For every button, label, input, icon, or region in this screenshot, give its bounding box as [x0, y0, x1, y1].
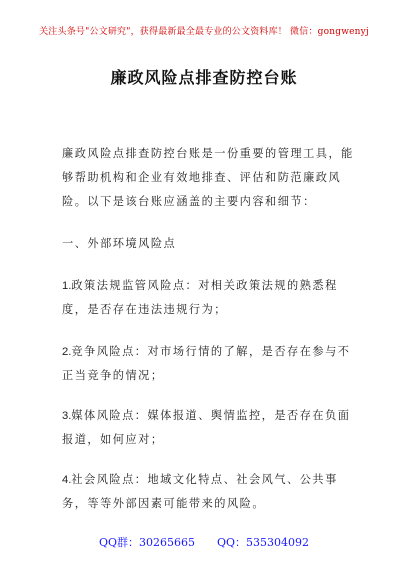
- item-number: 4.: [62, 474, 72, 486]
- qq-group-number: QQ群：30265665: [98, 536, 195, 549]
- header-note: 关注头条号"公文研究"，获得最新最全最专业的公文资料库！ 微信：gongwenyj: [39, 27, 369, 37]
- list-item: [62, 340, 354, 388]
- list-item: [62, 274, 354, 322]
- list-item: [62, 404, 354, 452]
- item-text: 媒体风险点：媒体报道、舆情监控，是否存在负面报道，如何应对；: [62, 409, 351, 446]
- item-text: 竞争风险点：对市场行情的了解，是否存在参与不正当竞争的情况；: [62, 345, 351, 382]
- list-item: [62, 468, 354, 516]
- qq-number: QQ：535304092: [217, 536, 310, 549]
- footer-note: [0, 534, 408, 550]
- item-text: 社会风险点：地域文化特点、社会风气、公共事务，等等外部因素可能带来的风险。: [62, 473, 338, 510]
- item-number: 1.: [62, 280, 72, 292]
- item-number: 3.: [62, 410, 72, 422]
- item-number: 2.: [62, 346, 72, 358]
- intro-paragraph: 廉政风险点排查防控台账是一份重要的管理工具，能够帮助机构和企业有效地排查、评估和防范廉政风险。以下是该台账应涵盖的主要内容和细节：: [62, 147, 354, 208]
- item-text: 政策法规监管风险点：对相关政策法规的熟悉程度，是否存在违法违规行为；: [62, 279, 338, 316]
- section-heading: 一、外部环境风险点: [62, 237, 177, 250]
- document-title: 廉政风险点排查防控台账: [110, 68, 298, 87]
